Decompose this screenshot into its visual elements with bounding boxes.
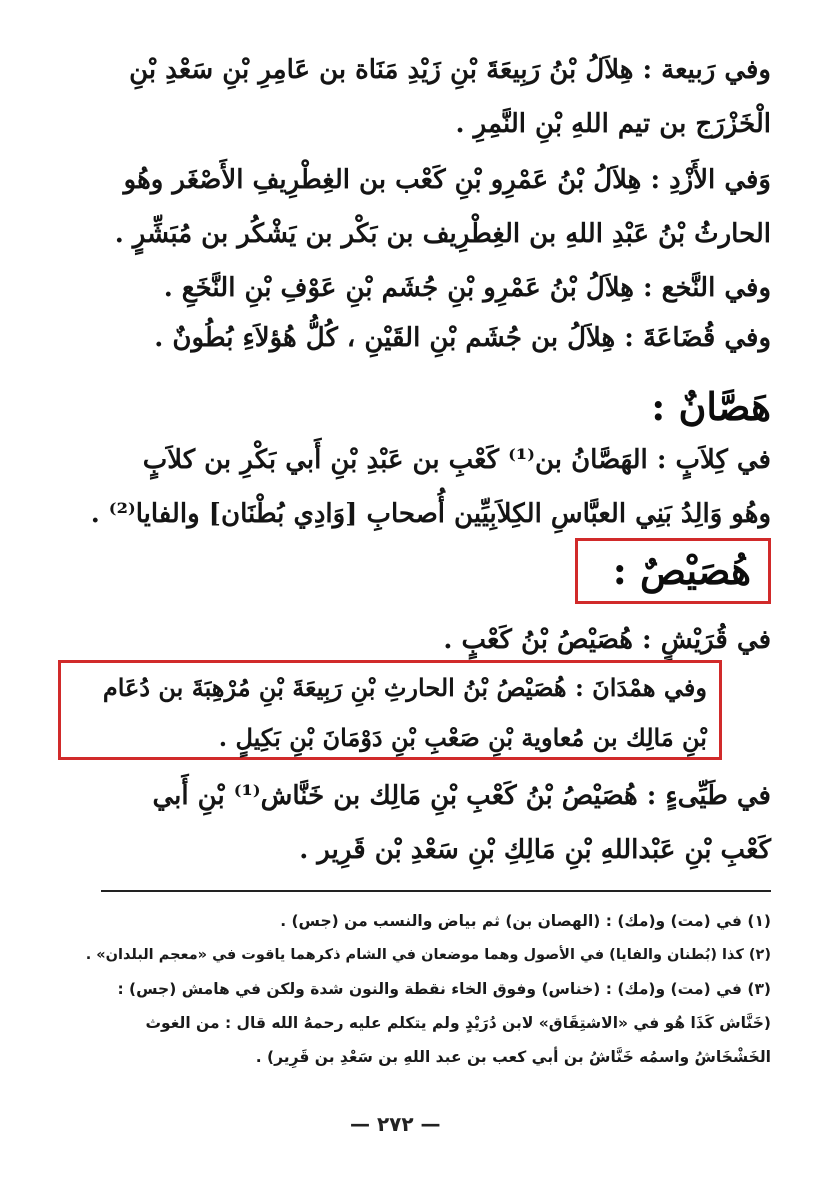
- text-line: وفي همْدَانَ : هُصَيْصُ بْنُ الحارثِ بْنِ رَبِيعَةَ بْنِ مُرْهِبَةَ بن دُعَام: [102, 673, 707, 702]
- text-line: في قُرَيْشٍ : هُصَيْصُ بْنُ كَعْبٍ .: [443, 625, 771, 655]
- footnote: (خَنَّاش كَذَا هُو في «الاشتِقَاق» لابن دُرَيْدٍ ولم يتكلم عليه رحمهُ الله قال : من الغوث: [145, 1014, 771, 1032]
- footnote: الخَشْخَاشُ واسمُه خَنَّاشُ بن أبي كعب بن عبد اللهِ بن سَعْدِ بن قَرِير) .: [255, 1048, 771, 1066]
- text-line: في طَيِّىءٍ : هُصَيْصُ بْنُ كَعْبِ بْنِ مَالِك بن خَنَّاش⁽¹⁾ بْنِ أَبي: [152, 781, 771, 811]
- entry-heading: هَصَّانٌ :: [651, 384, 771, 429]
- text-line: وفي رَبيعة : هِلاَلُ بْنُ رَبِيعَةَ بْنِ زَيْدِ مَنَاة بن عَامِرِ بْنِ سَعْدِ بْنِ: [129, 55, 771, 85]
- entry-heading: هُصَيْصٌ :: [612, 548, 751, 593]
- text-line: الحارثُ بْنُ عَبْدِ اللهِ بن الغِطْرِيف بن بَكْر بن يَشْكُر بن مُبَشِّرٍ .: [114, 219, 771, 249]
- footnote: (٢) كذا (بُطنان والفايا) في الأصول وهما موضعان في الشام ذكرهما ياقوت في «معجم البلدان» .: [85, 947, 771, 963]
- page-number: — ٢٧٢ —: [350, 1112, 441, 1136]
- text-line: وهُو وَالِدُ بَنِي العبَّاسِ الكِلاَبِيِّين أُصحابِ [وَادِي بُطْنَان] والفايا⁽²⁾ .: [90, 499, 771, 529]
- text-line: وَفي الأَزْدِ : هِلاَلُ بْنُ عَمْرِو بْنِ كَعْب بن الغِطْرِيفِ الأَصْغَر وهُو: [123, 165, 771, 195]
- text-line: بْنِ مَالِك بن مُعاوية بْنِ صَعْبِ بْنِ دَوْمَانَ بْنِ بَكِيلٍ .: [218, 723, 707, 752]
- text-line: وفي النَّخع : هِلاَلُ بْنُ عَمْرِو بْنِ جُشَم بْنِ عَوْفِ بْنِ النَّخَعِ .: [163, 273, 771, 303]
- footnote: (٣) في (مت) و(مك) : (خناس) وفوق الخاء نقطة والنون شدة ولكن في هامش (جس) :: [117, 980, 771, 998]
- text-line: كَعْبِ بْنِ عَبْداللهِ بْنِ مَالِكِ بْنِ سَعْدِ بْن قَرِير .: [299, 835, 771, 865]
- text-line: الْخَزْرَج بن تيم اللهِ بْنِ النَّمِرِ .: [455, 109, 771, 139]
- text-line: وفي قُضَاعَةَ : هِلاَلُ بن جُشَم بْنِ القَيْنِ ، كُلُّ هُؤلاَءِ بُطُونٌ .: [154, 323, 771, 353]
- footnote: (١) في (مت) و(مك) : (الهصان بن) ثم بياض والنسب من (جس) .: [280, 912, 771, 930]
- footnote-separator: [101, 890, 771, 892]
- text-line: في كِلاَبٍ : الهَصَّانُ بن⁽¹⁾ كَعْبِ بن عَبْدِ بْنِ أَبي بَكْرِ بن كلاَبٍ: [142, 445, 771, 475]
